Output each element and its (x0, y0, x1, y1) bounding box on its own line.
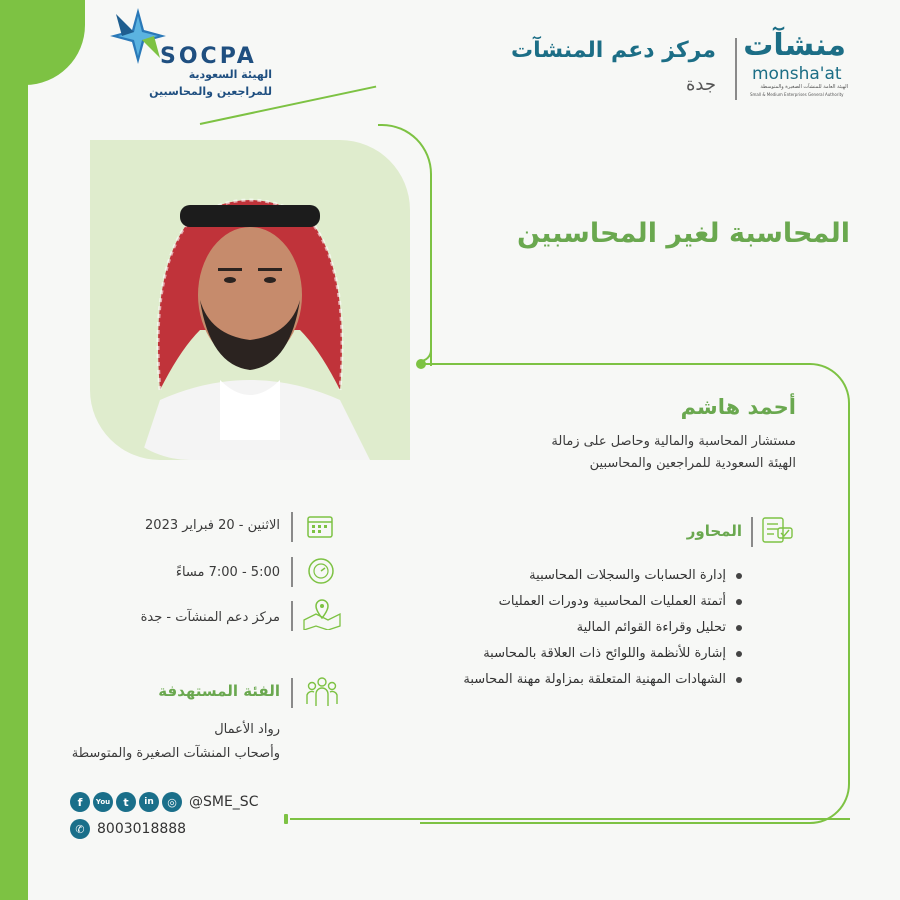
socpa-name-line1: الهيئة السعودية (188, 68, 272, 81)
center-title: مركز دعم المنشآت (511, 38, 716, 63)
facebook-icon[interactable]: f (70, 792, 90, 812)
youtube-icon[interactable]: You (93, 792, 113, 812)
monshaat-logo-en: monsha'at (752, 64, 842, 84)
instagram-icon[interactable]: ◎ (162, 792, 182, 812)
topics-divider (751, 517, 753, 547)
social-handle[interactable]: @SME_SC (189, 794, 259, 810)
course-title: المحاسبة لغير المحاسبين (516, 218, 850, 249)
twitter-icon[interactable]: t (116, 792, 136, 812)
event-date: الاثنين - 20 فبراير 2023 (145, 518, 280, 533)
monshaat-subtitle-ar: الهيئة العامة للمنشآت الصغيرة والمتوسطة (760, 84, 848, 90)
header-divider (735, 38, 737, 100)
social-row (70, 792, 258, 812)
location-divider (291, 601, 293, 631)
audience-heading: الفئة المستهدفة (158, 682, 280, 700)
list-item: الشهادات المهنية المتعلقة بمزاولة مهنة المحاسبة (420, 667, 742, 693)
event-time: 5:00 - 7:00 مساءً (175, 565, 280, 580)
frame-dot-top (416, 359, 426, 369)
audience-line2: وأصحاب المنشآت الصغيرة والمتوسطة (71, 746, 280, 761)
clock-icon (306, 556, 336, 586)
corner-accent (0, 0, 85, 85)
left-accent-strip (0, 0, 28, 900)
socpa-name-line2: للمراجعين والمحاسبين (149, 85, 272, 98)
speaker-bio-line2: الهيئة السعودية للمراجعين والمحاسبين (589, 456, 796, 471)
center-city: جدة (685, 74, 716, 95)
speaker-name: أحمد هاشم (680, 395, 796, 419)
audience-line1: رواد الأعمال (214, 722, 280, 737)
socpa-wordmark: SOCPA (160, 44, 257, 69)
speaker-bio-line1: مستشار المحاسبة والمالية وحاصل على زمالة (551, 434, 796, 449)
list-item: إدارة الحسابات والسجلات المحاسبية (420, 563, 742, 589)
list-item: تحليل وقراءة القوائم المالية (420, 615, 742, 641)
group-icon (304, 674, 340, 710)
strip-inner-curve (28, 85, 88, 900)
time-divider (291, 557, 293, 587)
linkedin-icon[interactable]: in (139, 792, 159, 812)
frame-bottom-line (290, 818, 850, 820)
phone-row (70, 819, 186, 839)
socpa-star-icon (108, 6, 168, 66)
calendar-icon (306, 513, 334, 539)
monshaat-subtitle-en: Small & Medium Enterprises General Authority (750, 92, 844, 97)
topics-list (420, 563, 742, 693)
event-location: مركز دعم المنشآت - جدة (140, 610, 280, 625)
phone-number[interactable]: 8003018888 (97, 821, 187, 837)
date-divider (291, 512, 293, 542)
frame-bottom-tick (284, 814, 288, 824)
audience-divider (291, 678, 293, 708)
speaker-photo (100, 150, 400, 460)
checklist-icon (760, 514, 794, 548)
list-item: أتمتة العمليات المحاسبية ودورات العمليات (420, 589, 742, 615)
phone-icon: ✆ (70, 819, 90, 839)
monshaat-logo-ar: منشآت (743, 28, 846, 63)
map-pin-icon (302, 598, 342, 630)
list-item: إشارة للأنظمة واللوائح ذات العلاقة بالمحاسبة (420, 641, 742, 667)
decor-frame-join (420, 290, 432, 362)
topics-heading: المحاور (686, 522, 742, 540)
